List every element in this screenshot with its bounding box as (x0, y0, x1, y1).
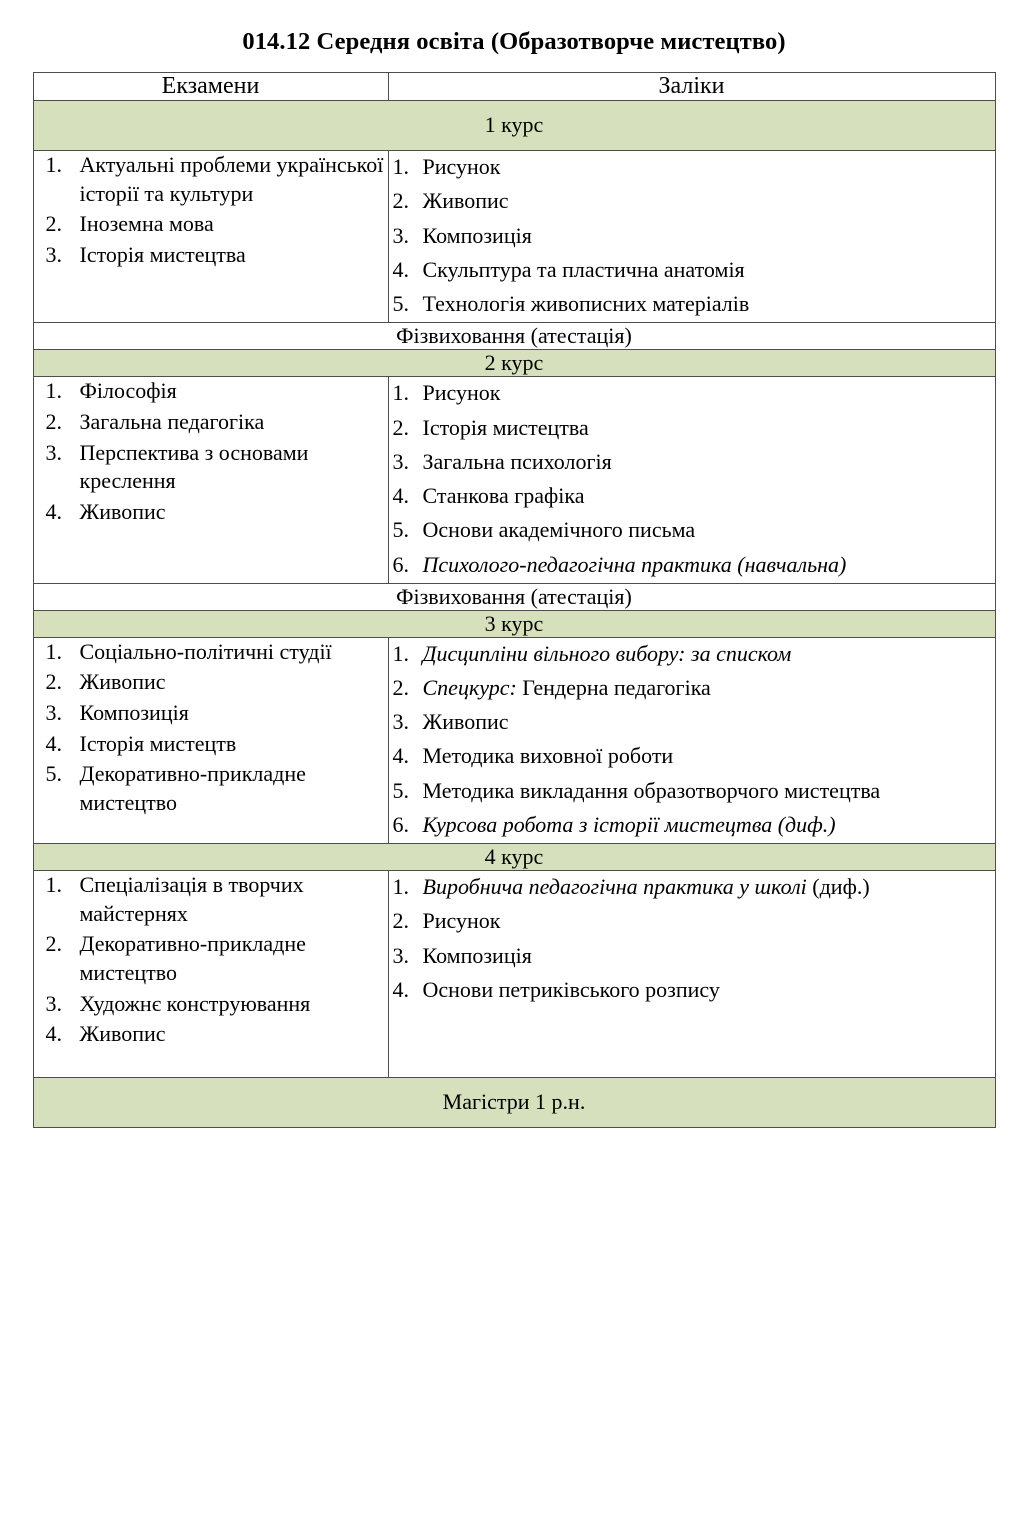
list-item-label: Живопис (79, 498, 166, 524)
list-item-label: Спеціалізація в творчих майстернях (79, 872, 304, 926)
list-item (34, 1020, 388, 1049)
list-item-label: Технологія живописних матеріалів (422, 291, 750, 317)
year1-credits-cell (388, 151, 995, 323)
course-band-masters: Магістри 1 р.н. (33, 1077, 995, 1127)
list-item-number: 1. (392, 640, 409, 666)
subject-list (34, 871, 388, 1049)
list-item (389, 412, 995, 443)
year3-credits-cell (388, 637, 995, 843)
pe-row-2 (33, 583, 995, 610)
subject-list (34, 151, 388, 269)
list-item-label: Загальна педагогіка (79, 408, 265, 434)
list-item-label: Основи академічного письма (422, 517, 696, 543)
list-item-label: Методика викладання образотворчого мистецтва (422, 777, 881, 803)
list-item-number: 1. (392, 874, 409, 900)
course-band-row-year2 (33, 350, 995, 377)
course-band-row-year1 (33, 101, 995, 151)
list-item (34, 498, 388, 527)
list-item-label-italic: Дисципліни вільного вибору: за списком (422, 640, 792, 666)
list-item (389, 151, 995, 182)
list-item-number: 1. (392, 380, 409, 406)
table-header-row (33, 73, 995, 101)
list-item-label: Основи петриківського розпису (422, 976, 720, 1002)
list-item (34, 990, 388, 1019)
list-item (34, 439, 388, 496)
list-item (34, 699, 388, 728)
list-item (389, 974, 995, 1005)
list-item-number: 2. (45, 408, 62, 434)
list-item (389, 775, 995, 806)
list-item (389, 638, 995, 669)
list-item (389, 254, 995, 285)
list-item (389, 672, 995, 703)
column-header-credits: Заліки (388, 73, 995, 101)
list-item (389, 220, 995, 251)
table-row (33, 637, 995, 843)
list-item (34, 151, 388, 208)
course-band-row-year4 (33, 844, 995, 871)
list-item-number: 3. (45, 241, 62, 267)
list-item-label: Рисунок (422, 380, 501, 406)
subject-list (34, 638, 388, 818)
year4-exams-cell (33, 871, 388, 1078)
list-item-label: Історія мистецтва (422, 414, 589, 440)
year2-credits-cell (388, 377, 995, 583)
table-row (33, 871, 995, 1078)
list-item-label: Філософія (79, 378, 177, 404)
list-item-label-italic: Виробнича педагогічна практика у школі (422, 874, 807, 900)
list-item (389, 288, 995, 319)
list-item (389, 185, 995, 216)
list-item (389, 940, 995, 971)
list-item-number: 4. (45, 1021, 62, 1047)
list-item-label: Перспектива з основами креслення (79, 439, 309, 494)
list-item-number: 4. (45, 730, 62, 756)
course-band-row-masters (33, 1077, 995, 1127)
list-item-number: 3. (392, 709, 409, 735)
list-item (34, 871, 388, 928)
list-item-number: 3. (392, 448, 409, 474)
list-item-label: Композиція (422, 942, 532, 968)
list-item-number: 5. (45, 761, 62, 787)
list-item (34, 377, 388, 406)
list-item-number: 3. (392, 222, 409, 248)
list-item (34, 408, 388, 437)
course-band-row-year3 (33, 610, 995, 637)
list-item-number: 5. (392, 291, 409, 317)
year1-exams-cell (33, 151, 388, 323)
list-item-number: 2. (45, 211, 62, 237)
list-item (389, 706, 995, 737)
list-item-label: Композиція (79, 699, 189, 725)
list-item-label-italic: Психолого-педагогічна практика (навчальна) (422, 551, 847, 577)
list-item (34, 638, 388, 667)
list-item (389, 514, 995, 545)
list-item-label-italic: Курсова робота з історії мистецтва (диф.) (422, 811, 836, 837)
list-item-number: 4. (392, 256, 409, 282)
list-item (34, 241, 388, 270)
list-item-label: Гендерна педагогіка (516, 674, 711, 700)
course-band-year3: 3 курс (33, 610, 995, 637)
year2-exams-cell (33, 377, 388, 583)
list-item-number: 4. (45, 498, 62, 524)
list-item-number: 2. (392, 188, 409, 214)
list-item-label: Актуальні проблеми української історії та культури (79, 152, 384, 206)
list-item-number: 2. (392, 414, 409, 440)
pe-attestation-label: Фізвиховання (атестація) (33, 583, 995, 610)
list-item-label: Рисунок (422, 154, 501, 180)
list-item-label: Живопис (422, 709, 509, 735)
list-item (389, 871, 995, 902)
list-item-number: 4. (392, 483, 409, 509)
list-item-number: 1. (45, 872, 62, 898)
list-item-label: Декоративно-прикладне мистецтво (79, 761, 306, 815)
list-item-number: 1. (45, 378, 62, 404)
course-band-year4: 4 курс (33, 844, 995, 871)
list-item-number: 3. (392, 942, 409, 968)
subject-list (34, 377, 388, 526)
list-item (389, 809, 995, 840)
column-header-exams: Екзамени (33, 73, 388, 101)
list-item-label: Скульптура та пластична анатомія (422, 256, 745, 282)
list-item-label: Живопис (79, 669, 166, 695)
list-item (389, 446, 995, 477)
curriculum-table (33, 72, 996, 1128)
subject-list (389, 638, 995, 840)
list-item-number: 2. (45, 931, 62, 957)
list-item (389, 740, 995, 771)
list-item-number: 1. (392, 154, 409, 180)
subject-list (389, 871, 995, 1005)
list-item-label-italic: Спецкурс: (422, 674, 517, 700)
list-item (34, 760, 388, 817)
list-item-number: 3. (45, 699, 62, 725)
list-item-label: Живопис (422, 188, 509, 214)
list-item (389, 480, 995, 511)
list-item-label: Історія мистецтв (79, 730, 237, 756)
list-item-label: Живопис (79, 1021, 166, 1047)
list-item-label: (диф.) (806, 874, 870, 900)
year3-exams-cell (33, 637, 388, 843)
pe-attestation-label: Фізвиховання (атестація) (33, 323, 995, 350)
list-item-number: 4. (392, 976, 409, 1002)
list-item-number: 3. (45, 439, 62, 465)
list-item-number: 6. (392, 551, 409, 577)
list-item-label: Композиція (422, 222, 532, 248)
pe-row-1 (33, 323, 995, 350)
list-item-label: Декоративно-прикладне мистецтво (79, 931, 306, 985)
list-item (389, 549, 995, 580)
page-title: 014.12 Середня освіта (Образотворче мистецтво) (242, 28, 786, 55)
list-item (34, 930, 388, 987)
list-item-label: Методика виховної роботи (422, 743, 674, 769)
table-row (33, 151, 995, 323)
list-item-number: 2. (392, 908, 409, 934)
course-band-year1: 1 курс (33, 101, 995, 151)
course-band-year2: 2 курс (33, 350, 995, 377)
list-item-label: Художнє конструювання (79, 990, 311, 1016)
list-item-label: Загальна психологія (422, 448, 612, 474)
list-item-number: 4. (392, 743, 409, 769)
list-item (389, 377, 995, 408)
list-item-label: Іноземна мова (79, 211, 214, 237)
list-item-label: Історія мистецтва (79, 241, 246, 267)
list-item-number: 2. (45, 669, 62, 695)
list-item-label: Соціально-політичні студії (79, 638, 332, 664)
subject-list (389, 377, 995, 579)
list-item (34, 668, 388, 697)
list-item-number: 1. (45, 638, 62, 664)
list-item-label: Станкова графіка (422, 483, 585, 509)
table-row (33, 377, 995, 583)
list-item-label: Рисунок (422, 908, 501, 934)
list-item-number: 1. (45, 152, 62, 178)
list-item (34, 730, 388, 759)
year4-credits-cell (388, 871, 995, 1078)
list-item-number: 6. (392, 811, 409, 837)
list-item (389, 905, 995, 936)
list-item-number: 5. (392, 777, 409, 803)
list-item (34, 210, 388, 239)
list-item-number: 5. (392, 517, 409, 543)
list-item-number: 3. (45, 990, 62, 1016)
subject-list (389, 151, 995, 319)
list-item-number: 2. (392, 674, 409, 700)
